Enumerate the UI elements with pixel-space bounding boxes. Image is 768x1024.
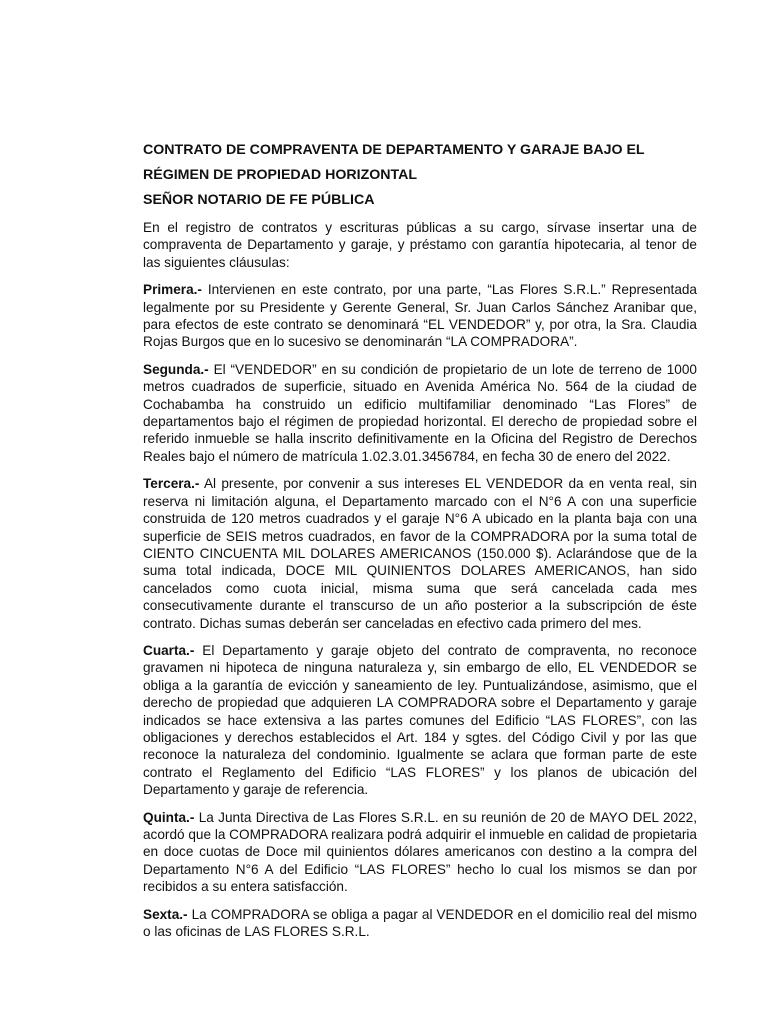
- intro-paragraph: En el registro de contratos y escrituras públicas a su cargo, sírvase insertar una de compraventa de Departamento y garaje, y préstamo con garantía hipotecaria, al tenor de las siguientes cláusulas:: [143, 220, 697, 270]
- clause-tercera: [143, 475, 697, 632]
- clause-text: Al presente, por convenir a sus intereses EL VENDEDOR da en venta real, sin reserva ni limitación alguna, el Departamento marcado con el N°6 A con una superficie construida de 120 metros cuadrados y el garaje N°6 A ubicado en la planta baja con una superficie de SEIS metros cuadrados, en favor de la COMPRADORA por la suma total de CIENTO CINCUENTA MIL DOLARES AMERICANOS (150.000 $). Aclarándose que de la suma total indicada, DOCE MIL QUINIENTOS DOLARES AMERICANOS, han sido cancelados como cuota inicial, misma suma que será cancelada cada mes consecutivamente durante el transcurso de un año posterior a la subscripción de éste contrato. Dichas sumas deberán ser canceladas en efectivo cada primero del mes.: [143, 476, 697, 631]
- clause-segunda: [143, 361, 697, 465]
- clause-quinta: [143, 809, 697, 896]
- clause-text: Intervienen en este contrato, por una parte, “Las Flores S.R.L.” Representada legalmente por su Presidente y Gerente General, Sr. Juan Carlos Sánchez Aranibar que, para efectos de este contrato se denominará “EL VENDEDOR” y, por otra, la Sra. Claudia Rojas Burgos que en lo sucesivo se denominarán “LA COMPRADORA”.: [143, 282, 697, 350]
- clause-primera: [143, 281, 697, 351]
- clause-label: Cuarta.-: [143, 642, 195, 658]
- clause-label: Primera.-: [143, 282, 202, 298]
- document-page: [143, 138, 697, 950]
- clause-text: La COMPRADORA se obliga a pagar al VENDEDOR en el domicilio real del mismo o las oficinas de LAS FLORES S.R.L.: [143, 906, 697, 940]
- clause-text: El “VENDEDOR” en su condición de propietario de un lote de terreno de 1000 metros cuadrados de superficie, situado en Avenida América No. 564 de la ciudad de Cochabamba ha construido un edificio multifamiliar denominado “Las Flores” de departamentos bajo el régimen de propiedad horizontal. El derecho de propiedad sobre el referido inmueble se halla inscrito definitivamente en la Oficina del Registro de Derechos Reales bajo el número de matrícula 1.02.3.01.3456784, en fecha 30 de enero del 2022.: [143, 361, 697, 464]
- document-title-line-1: CONTRATO DE COMPRAVENTA DE DEPARTAMENTO Y GARAJE BAJO EL: [143, 142, 645, 158]
- clause-label: Segunda.-: [143, 361, 209, 377]
- clause-label: Quinta.-: [143, 809, 195, 825]
- document-title-line-2: RÉGIMEN DE PROPIEDAD HORIZONTAL: [143, 167, 418, 183]
- clause-text: La Junta Directiva de Las Flores S.R.L. en su reunión de 20 de MAYO DEL 2022, acordó que la COMPRADORA realizara podrá adquirir el inmueble en calidad de propietaria en doce cuotas de Doce mil quinientos dólares americanos con destino a la compra del Departamento N°6 A del Edificio “LAS FLORES” hecho lo cual los mismos se dan por recibidos a su entera satisfacción.: [143, 809, 697, 895]
- clause-label: Tercera.-: [143, 476, 200, 492]
- clause-sexta: [143, 906, 697, 941]
- clause-text: El Departamento y garaje objeto del contrato de compraventa, no reconoce gravamen ni hipoteca de ninguna naturaleza y, sin embargo de ello, EL VENDEDOR se obliga a la garantía de evicción y saneamiento de ley. Puntualizándose, asimismo, que el derecho de propiedad que adquieren LA COMPRADORA sobre el Departamento y garaje indicados se hace extensiva a las partes comunes del Edificio “LAS FLORES”, con las obligaciones y derechos establecidos el Art. 184 y sgtes. del Código Civil y por las que reconoce la naturaleza del condominio. Igualmente se aclara que forman parte de este contrato el Reglamento del Edificio “LAS FLORES” y los planos de ubicación del Departamento y garaje de referencia.: [143, 642, 697, 798]
- clause-cuarta: [143, 642, 697, 799]
- addressee-heading: SEÑOR NOTARIO DE FE PÚBLICA: [143, 192, 375, 208]
- clause-label: Sexta.-: [143, 906, 188, 922]
